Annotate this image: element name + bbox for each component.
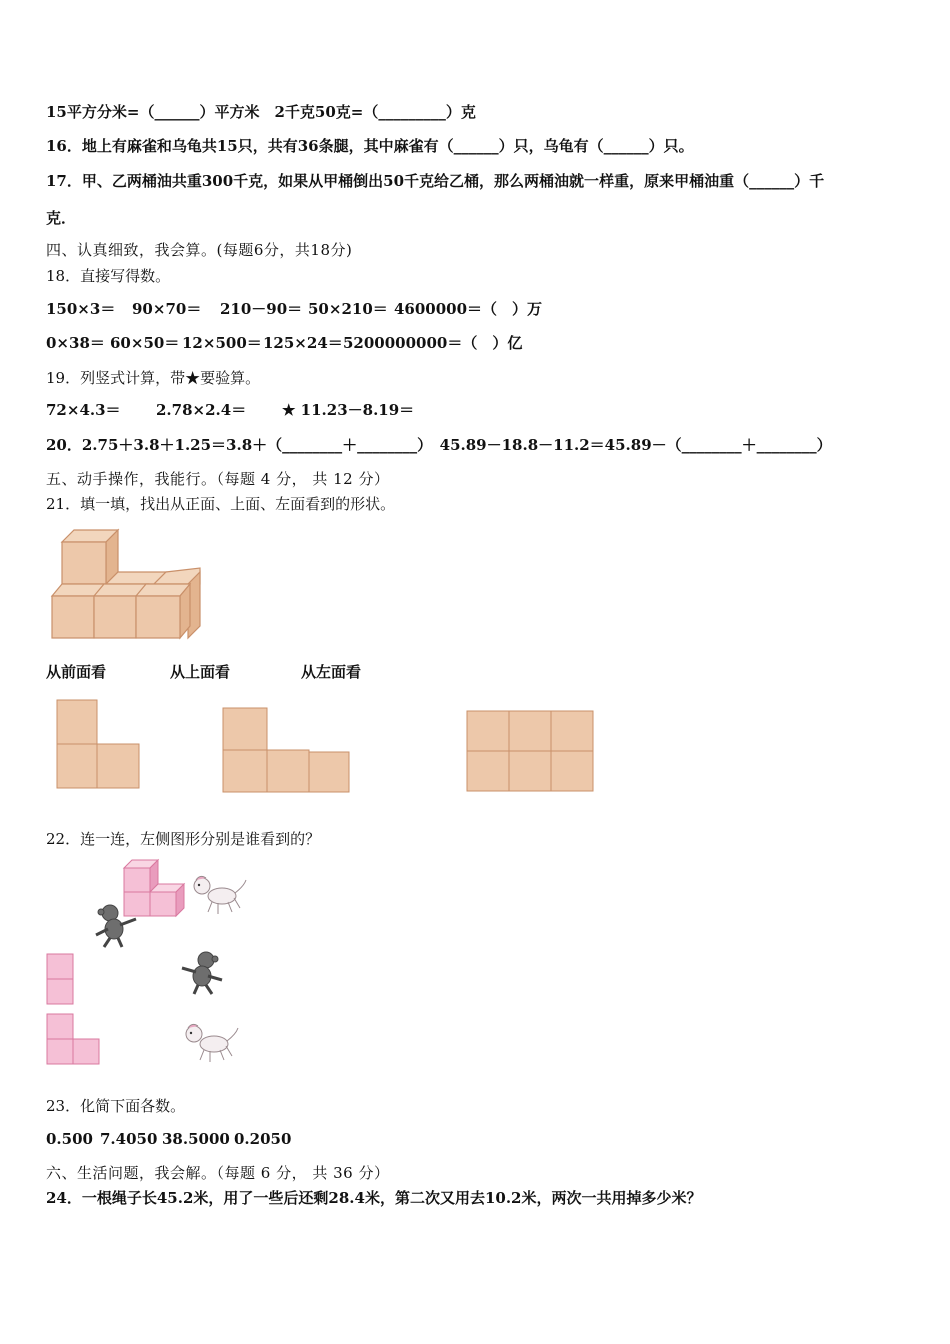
q23-value: 0.500 xyxy=(46,1130,93,1148)
q23-value: 38.5000 xyxy=(162,1130,230,1148)
question-19-title: 19．列竖式计算，带★要验算。 xyxy=(46,369,261,387)
dog-icon xyxy=(188,872,250,916)
question-19-items xyxy=(46,400,414,420)
q23-value: 7.4050 xyxy=(100,1130,158,1148)
question-17-line1: 17．甲、乙两桶油共重300千克，如果从甲桶倒出50千克给乙桶，那么两桶油就一样重，原来甲桶油重（______）千 xyxy=(46,172,825,190)
question-16: 16．地上有麻雀和乌龟共15只，共有36条腿，其中麻雀有（______）只，乌龟有（______）只。 xyxy=(46,137,694,155)
monkey-icon xyxy=(180,950,228,996)
question-23-values xyxy=(46,1129,291,1149)
q18-item: 60×50＝ xyxy=(110,334,180,352)
question-18-row-1 xyxy=(46,299,542,319)
q18-item: 150×3＝ xyxy=(46,300,116,318)
question-15: 15平方分米=（______）平方米 2千克50克=（_________）克 xyxy=(46,103,476,121)
q21-view-shape-1 xyxy=(55,698,143,792)
q22-shape-vertical xyxy=(45,952,75,1006)
q18-item: 210－90＝ xyxy=(220,300,303,318)
section-6-heading: 六、生活问题，我会解。（每题 6 分， 共 36 分） xyxy=(46,1164,390,1182)
q19-item: 2.78×2.4＝ xyxy=(156,401,247,419)
q18-item: 125×24＝ xyxy=(263,334,343,352)
q18-item: 4600000＝（ ）万 xyxy=(394,300,543,318)
question-23-title: 23．化简下面各数。 xyxy=(46,1097,186,1115)
q21-label-front: 从前面看 xyxy=(46,663,107,681)
q22-shape-l xyxy=(45,1012,101,1066)
q21-view-shape-3 xyxy=(465,709,595,795)
q19-item: ★ 11.23－8.19＝ xyxy=(282,401,415,419)
q18-item: 5200000000＝（ ）亿 xyxy=(343,334,523,352)
dog-icon xyxy=(180,1020,242,1064)
q18-item: 12×500＝ xyxy=(182,334,262,352)
question-24: 24．一根绳子长45.2米，用了一些后还剩28.4米，第二次又用去10.2米，两次一共用掉多少米？ xyxy=(46,1189,702,1207)
section-4-heading: 四、认真细致，我会算。(每题6分，共18分) xyxy=(46,241,353,259)
monkey-icon xyxy=(92,903,140,949)
q21-view-shape-2 xyxy=(221,706,353,796)
section-5-heading: 五、动手操作，我能行。（每题 4 分， 共 12 分） xyxy=(46,470,390,488)
q18-item: 0×38＝ xyxy=(46,334,105,352)
question-21-title: 21．填一填，找出从正面、上面、左面看到的形状。 xyxy=(46,495,396,513)
q21-cube-stack-figure xyxy=(48,528,204,640)
question-20: 20．2.75＋3.8＋1.25＝3.8＋（________＋________） 45.89－18.8－11.2＝45.89－（________＋________） xyxy=(46,436,832,454)
q21-label-left: 从左面看 xyxy=(301,663,362,681)
question-18-title: 18．直接写得数。 xyxy=(46,267,171,285)
q23-value: 0.2050 xyxy=(234,1130,292,1148)
q18-item: 90×70＝ xyxy=(132,300,202,318)
q18-item: 50×210＝ xyxy=(308,300,388,318)
q21-label-top: 从上面看 xyxy=(170,663,231,681)
q19-item: 72×4.3＝ xyxy=(46,401,121,419)
question-17-line2: 克． xyxy=(46,209,77,227)
question-22-title: 22．连一连，左侧图形分别是谁看到的？ xyxy=(46,830,321,848)
question-18-row-2 xyxy=(46,333,522,353)
